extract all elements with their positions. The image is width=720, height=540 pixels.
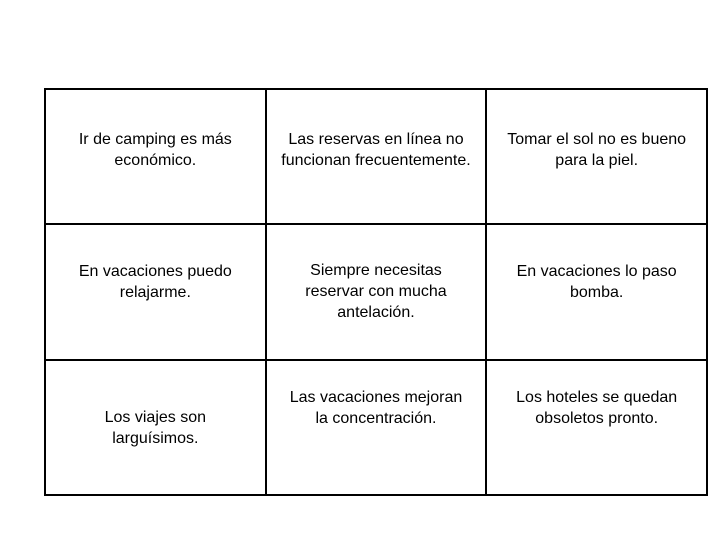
statement-card-book-early — [266, 224, 487, 360]
statement-card-concentration — [266, 360, 487, 495]
statement-card-long-trips — [45, 360, 266, 495]
statement-card-hotels — [486, 360, 707, 495]
statement-text: Los hoteles se quedan obsoletos pronto. — [516, 388, 678, 427]
statement-text: Los viajes son larguísimos. — [104, 408, 207, 447]
statement-card-sunbathing — [486, 89, 707, 224]
grid-row-3 — [45, 360, 707, 495]
statement-card-online-bookings — [266, 89, 487, 224]
statement-text: Tomar el sol no es bueno para la piel. — [507, 130, 687, 169]
statement-card-relax — [45, 224, 266, 360]
grid-row-2 — [45, 224, 707, 360]
statement-card-have-fun — [486, 224, 707, 360]
statement-text: Las reservas en línea no funcionan frecuentemente. — [281, 130, 471, 169]
statement-text: Ir de camping es más económico. — [78, 130, 232, 169]
statement-grid — [44, 88, 708, 496]
grid-row-1 — [45, 89, 707, 224]
statement-text: En vacaciones lo paso bomba. — [516, 263, 677, 301]
statement-card-camping — [45, 89, 266, 224]
statement-text: Siempre necesitas reservar con mucha antelación. — [305, 262, 447, 321]
statement-text: Las vacaciones mejoran la concentración. — [289, 388, 463, 427]
statement-text: En vacaciones puedo relajarme. — [78, 263, 232, 301]
